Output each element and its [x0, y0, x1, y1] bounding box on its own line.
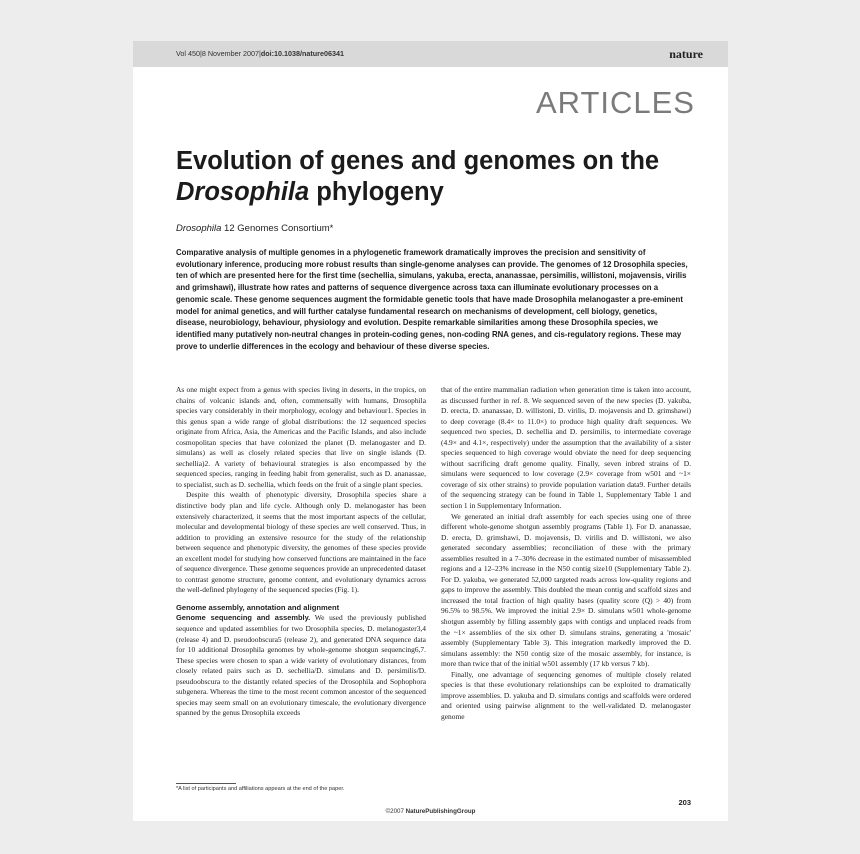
author-line	[176, 223, 333, 234]
section-label: ARTICLES	[535, 85, 695, 120]
author-genus: Drosophila	[176, 223, 222, 234]
body-paragraph: Finally, one advantage of sequencing genomes of multiple closely related species is that these evolutionary relationships can be exploited to dramatically improve assemblies. D. yakuba and D. simulans contigs and scaffolds were ordered and oriented using pairwise alignment to the well-validated D. melanogaster genome	[441, 669, 691, 721]
paragraph-text: We used the previously published sequence and updated assemblies for two Drosophila species, D. melanogaster3,4 (release 4) and D. pseudoobscura5 (release 2), and generated DNA sequence data for 10 additional Drosophila genomes by whole-genome shotgun sequencing6,7. These species were chosen to span a wide variety of evolutionary distances, from closely related pairs such as D. sechellia/D. simulans and D. persimilis/D. pseudoobscura to the distantly related species of the Drosophila and Sophophora subgenera. Whereas the time to the most recent common ancestor of the sequenced species may seem small on an evolutionary timescale, the evolutionary divergence spanned by the genus Drosophila exceeds	[176, 613, 426, 718]
body-paragraph: As one might expect from a genus with species living in deserts, in the tropics, on chains of volcanic islands and, often, commensally with humans, Drosophila species vary considerably in their morphology, ecology and behaviour1. Species in this genus span a wide range of global distributions: the 12 sequenced species originate from Africa, Asia, the Americas and the Pacific Islands, and also include cosmopolitan species that have colonized the planet (D. melanogaster and D. simulans) as well as closely related species that live on single islands (D. sechellia)2. A variety of behavioural strategies is also encompassed by the sequenced species, ranging in feeding habit from generalist, such as D. ananassae, to specialist, such as D. sechellia, which feeds on the fruit of a single plant species.	[176, 385, 426, 489]
footnote-rule	[176, 783, 236, 784]
journal-logo: nature	[669, 47, 703, 61]
copyright-year: ©2007	[385, 808, 406, 815]
run-in-heading: Genome sequencing and assembly.	[176, 613, 311, 623]
title-line-1: Evolution of genes and genomes on the	[176, 147, 660, 175]
journal-header-bar	[133, 41, 728, 67]
article-page	[133, 41, 728, 821]
author-consortium: 12 Genomes Consortium*	[221, 223, 334, 234]
body-paragraph: Despite this wealth of phenotypic diversity, Drosophila species share a distinctive body plan and life cycle. Although only D. melanogaster has been extensively characterized, it seems that the most important aspects of the cellular, molecular and developmental biology of these species are well conserved. Thus, in addition to providing an extensive resource for the study of the relationship between sequence and phenotypic diversity, the genomes of these species provide an excellent model for studying how conserved functions are maintained in the face of sequence divergence. These genome sequences provide an unprecedented dataset to contrast genome structure, genome content, and evolutionary dynamics across the well-defined phylogeny of the sequenced species (Fig. 1).	[176, 490, 426, 595]
page-number: 203	[678, 798, 691, 807]
copyright	[133, 808, 728, 815]
section-heading: Genome assembly, annotation and alignment	[176, 602, 340, 612]
body-column-right	[441, 385, 691, 723]
copyright-publisher: NaturePublishingGroup	[405, 808, 476, 815]
journal-issue: Vol 450|8 November 2007|	[176, 49, 261, 58]
abstract: Comparative analysis of multiple genomes in a phylogenetic framework dramatically improves the precision and sensitivity of evolutionary inference, producing more robust results than single-genome analyses can provide. The genomes of 12 Drosophila species, ten of which are presented here for the first time (sechellia, simulans, yakuba, erecta, ananassae, persimilis, willistoni, mojavensis, virilis and grimshawi), illustrate how rates and patterns of sequence divergence across taxa can illuminate evolutionary processes on a genomic scale. These genome sequences augment the formidable genetic tools that have made Drosophila melanogaster a pre-eminent model for animal genetics, and will further catalyse fundamental research on mechanisms of development, cell biology, genetics, disease, neurobiology, behaviour, physiology and evolution. Despite remarkable similarities among these Drosophila species, we identified many putatively non-neutral changes in protein-coding genes, non-coding RNA genes, and cis-regulatory regions. These may prove to underlie differences in the ecology and behaviour of these diverse species.	[176, 248, 688, 351]
journal-meta	[176, 49, 344, 58]
body-column-left	[176, 385, 426, 719]
title-genus: Drosophila	[176, 178, 310, 206]
body-paragraph: We generated an initial draft assembly for each species using one of three different whole-genome shotgun assembly programs (Table 1). For D. ananassae, D. erecta, D. grimshawi, D. mojavensis, D. virilis and D. willistoni, we also generated secondary assemblies; reconciliation of these with the primary assemblies resulted in a 7–30% decrease in the estimated number of misassembled regions and a 12–23% increase in the N50 contig size10 (Supplementary Table 2). For D. yakuba, we generated 52,000 targeted reads across low-quality regions and gaps to improve the assembly. This doubled the mean contig and scaffold sizes and increased the total fraction of high quality bases (quality score (Q) > 40) from 96.5% to 98.5%. We improved the initial 2.9× D. simulans w501 whole-genome shotgun assembly by filling assembly gaps with contigs and unplaced reads from the ~1× assemblies of the six other D. simulans strains, generating a 'mosaic' assembly (Supplementary Table 3). This integration markedly improved the D. simulans assembly: the N50 contig size of the mosaic assembly, for instance, is more than twice that of the initial w501 assembly (17 kb versus 7 kb).	[441, 511, 691, 669]
title-line-2: phylogeny	[309, 178, 444, 206]
article-title	[176, 146, 696, 208]
journal-doi[interactable]: doi:10.1038/nature06341	[260, 49, 344, 58]
body-paragraph: that of the entire mammalian radiation when generation time is taken into account, as discussed further in ref. 8. We sequenced seven of the new species (D. yakuba, D. erecta, D. ananassae, D. willistoni, D. virilis, D. mojavensis and D. grimshawi) to deep coverage (8.4× to 11.0×) to produce high quality draft sequences. We sequenced two species, D. sechellia and D. persimilis, to intermediate coverage (4.9× and 4.1×, respectively) under the assumption that the availability of a sister species sequenced to high coverage would obviate the need for deep sequencing without sacrificing draft genome quality. Finally, seven inbred strains of D. simulans were sequenced to low coverage (2.9× coverage from w501 and ~1× coverage of six other strains) to provide population variation data9. Further details of the sequencing strategy can be found in Table 1, Supplementary Table 1 and section 1 in Supplementary Information.	[441, 385, 691, 511]
body-paragraph	[176, 613, 426, 718]
footnote: *A list of participants and affiliations appears at the end of the paper.	[176, 786, 345, 792]
